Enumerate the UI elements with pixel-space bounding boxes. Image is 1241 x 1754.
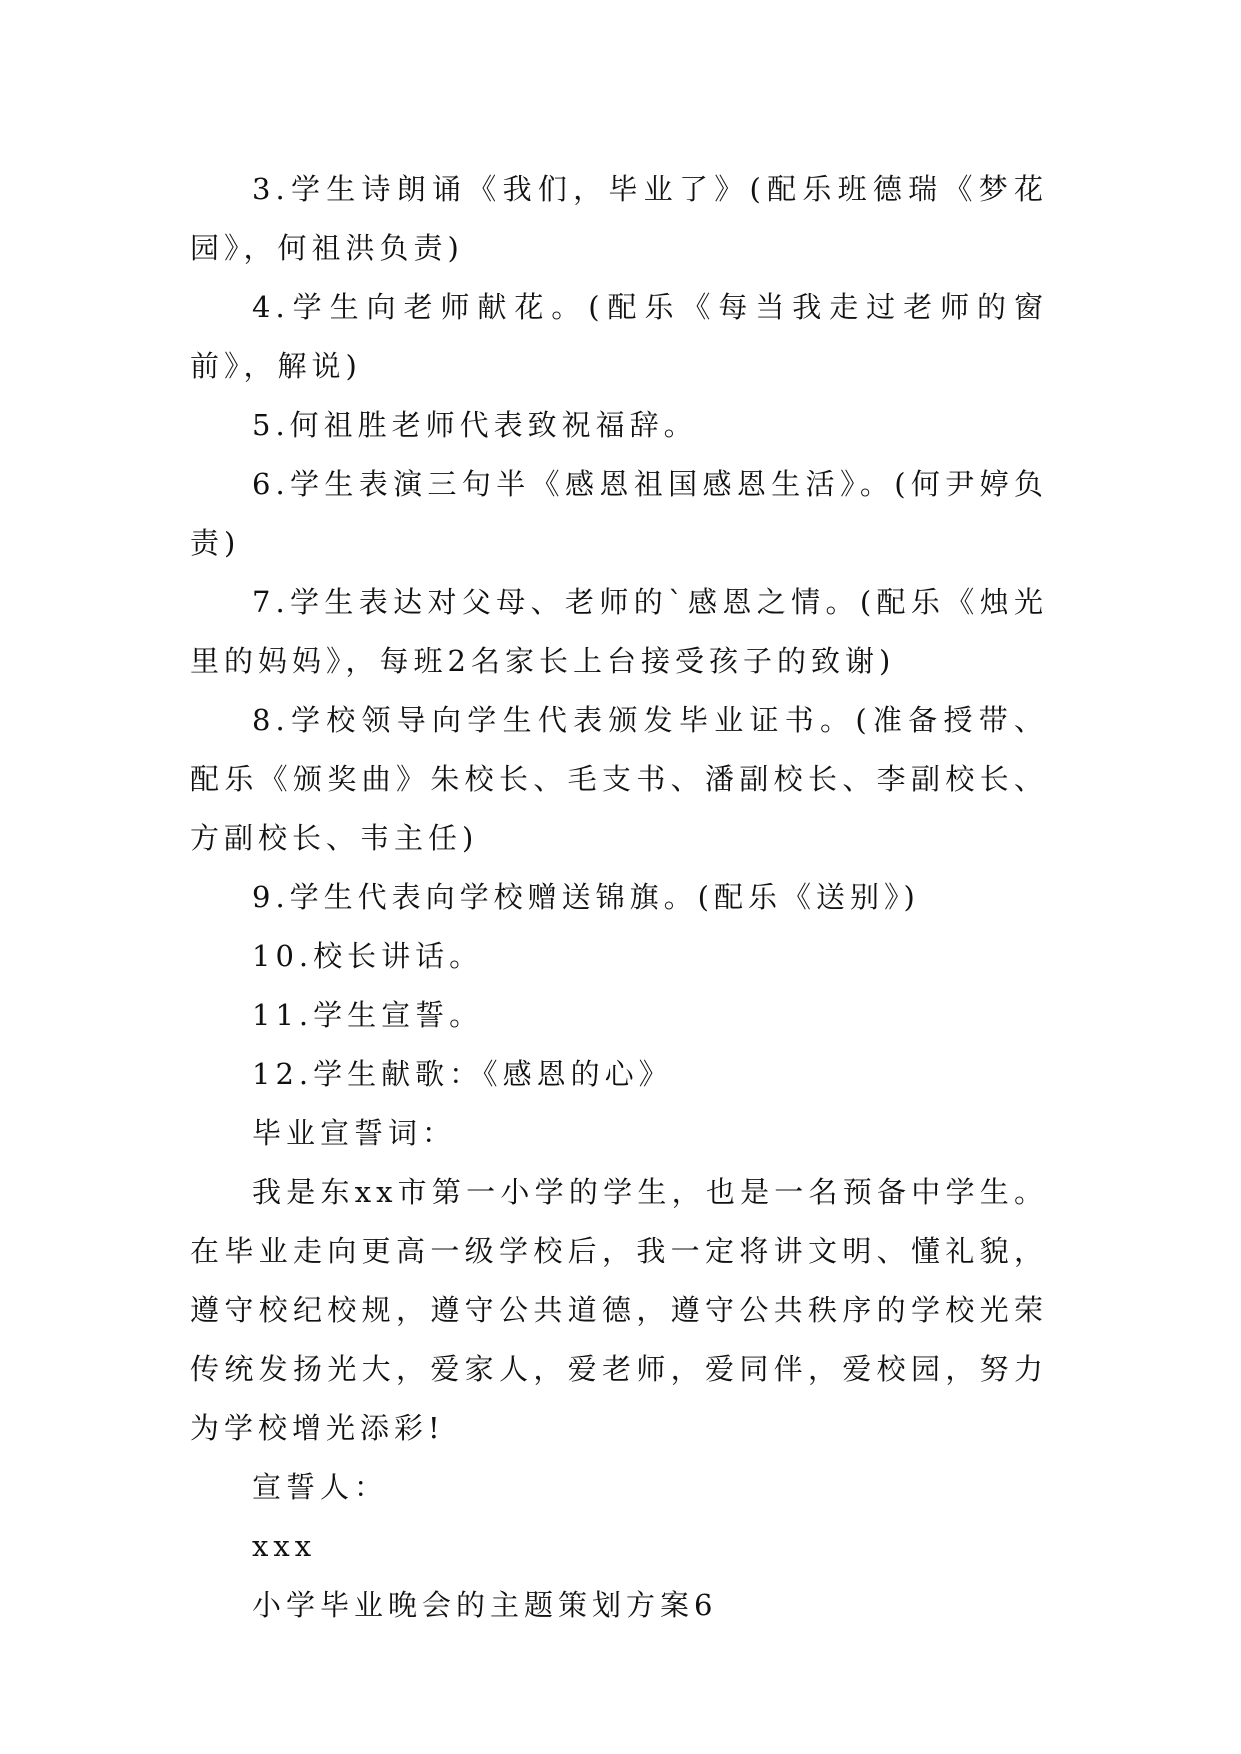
- section-title: 小学毕业晚会的主题策划方案6: [252, 1588, 718, 1622]
- oath-heading: 毕业宣誓词：: [252, 1116, 457, 1150]
- program-item-6: 6.学生表演三句半《感恩祖国感恩生活》。(何尹婷负责): [190, 467, 1048, 560]
- program-item-11: 11.学生宣誓。: [252, 998, 484, 1032]
- program-item-9: 9.学生代表向学校赠送锦旗。(配乐《送别》): [252, 880, 920, 914]
- program-item-7: 7.学生表达对父母、老师的`感恩之情。(配乐《烛光里的妈妈》，每班2名家长上台接受孩子的致谢): [190, 585, 1048, 678]
- program-item-4: 4.学生向老师献花。(配乐《每当我走过老师的窗前》，解说): [190, 290, 1048, 383]
- program-item-12: 12.学生献歌：《感恩的心》: [252, 1057, 673, 1091]
- program-item-8: 8.学校领导向学生代表颁发毕业证书。(准备授带、配乐《颁奖曲》朱校长、毛支书、潘副校长、李副校长、方副校长、韦主任): [190, 703, 1048, 855]
- oath-signer-label: 宣誓人：: [252, 1470, 389, 1504]
- program-item-5: 5.何祖胜老师代表致祝福辞。: [252, 408, 698, 442]
- program-item-3: 3.学生诗朗诵《我们，毕业了》(配乐班德瑞《梦花园》，何祖洪负责): [190, 172, 1048, 265]
- document-body: [190, 160, 1048, 1635]
- oath-signer-name: xxx: [252, 1529, 317, 1563]
- program-item-10: 10.校长讲话。: [252, 939, 484, 973]
- oath-text: 我是东xx市第一小学的学生，也是一名预备中学生。在毕业走向更高一级学校后，我一定将讲文明、懂礼貌，遵守校纪校规，遵守公共道德，遵守公共秩序的学校光荣传统发扬光大，爱家人，爱老师，爱同伴，爱校园，努力为学校增光添彩!: [190, 1175, 1048, 1445]
